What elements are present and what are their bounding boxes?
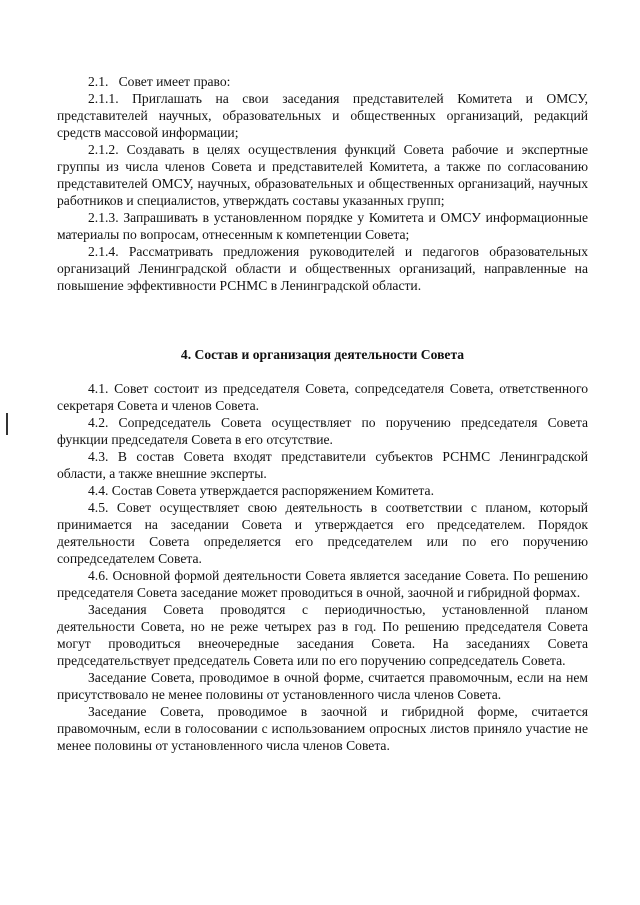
paragraph-2-1-2: 2.1.2. Создавать в целях осуществления функций Совета рабочие и экспертные группы из числа членов Совета и представителей Комитета, а также по согласованию представителей ОМСУ, научных, образовательных и общественных организаций, научных работников и специалистов, утверждать составы указанных групп; bbox=[57, 142, 588, 208]
paragraph-2-1-1: 2.1.1. Приглашать на свои заседания представителей Комитета и ОМСУ, представителей научных, образовательных и общественных организаций, редакций средств массовой информации; bbox=[57, 91, 588, 140]
paragraph-4-3: 4.3. В состав Совета входят представители субъектов РСНМС Ленинградской области, а также внешние эксперты. bbox=[57, 449, 588, 481]
paragraph-2-1-4: 2.1.4. Рассматривать предложения руководителей и педагогов образовательных организаций Ленинградской области и общественных организаций, направленные на повышение эффективности РСНМС в Ленинградской области. bbox=[57, 244, 588, 293]
paragraph-4-5: 4.5. Совет осуществляет свою деятельность в соответствии с планом, который принимается на заседании Совета и утверждается его председателем. Порядок деятельности Совета определяется его председателем или по его поручению сопредседателем Совета. bbox=[57, 500, 588, 566]
section-4-heading: 4. Состав и организация деятельности Совета bbox=[180, 347, 465, 362]
section-4-composition bbox=[57, 380, 588, 754]
paragraph-2-1-3: 2.1.3. Запрашивать в установленном порядке у Комитета и ОМСУ информационные материалы по вопросам, отнесенным к компетенции Совета; bbox=[57, 210, 588, 242]
paragraph-remote-quorum: Заседание Совета, проводимое в заочной и гибридной форме, считается правомочным, если в голосовании с использованием опросных листов приняло участие не менее половины от установленного числа членов Совета. bbox=[57, 704, 588, 753]
document-body bbox=[57, 73, 588, 754]
paragraph-4-6: 4.6. Основной формой деятельности Совета является заседание Совета. По решению председателя Совета заседание может проводиться в очной, заочной и гибридной формах. bbox=[57, 568, 588, 600]
paragraph-meeting-frequency: Заседания Совета проводятся с периодичностью, установленной планом деятельности Совета, но не реже четырех раз в год. По решению председателя Совета могут проводиться внеочередные заседания Совета. На заседаниях Совета председательствует председатель Совета или по его поручению сопредседатель Совета. bbox=[57, 602, 588, 668]
paragraph-4-4: 4.4. Состав Совета утверждается распоряжением Комитета. bbox=[88, 483, 434, 498]
section-2-rights bbox=[57, 73, 588, 294]
paragraph-2-1: 2.1. Совет имеет право: bbox=[88, 74, 231, 89]
paragraph-in-person-quorum: Заседание Совета, проводимое в очной форме, считается правомочным, если на нем присутствовало не менее половины от установленного числа членов Совета. bbox=[57, 670, 588, 702]
paragraph-4-2: 4.2. Сопредседатель Совета осуществляет по поручению председателя Совета функции председателя Совета в его отсутствие. bbox=[57, 415, 588, 447]
paragraph-4-1: 4.1. Совет состоит из председателя Совета, сопредседателя Совета, ответственного секретаря Совета и членов Совета. bbox=[57, 381, 588, 413]
scan-edge-mark bbox=[6, 413, 8, 435]
